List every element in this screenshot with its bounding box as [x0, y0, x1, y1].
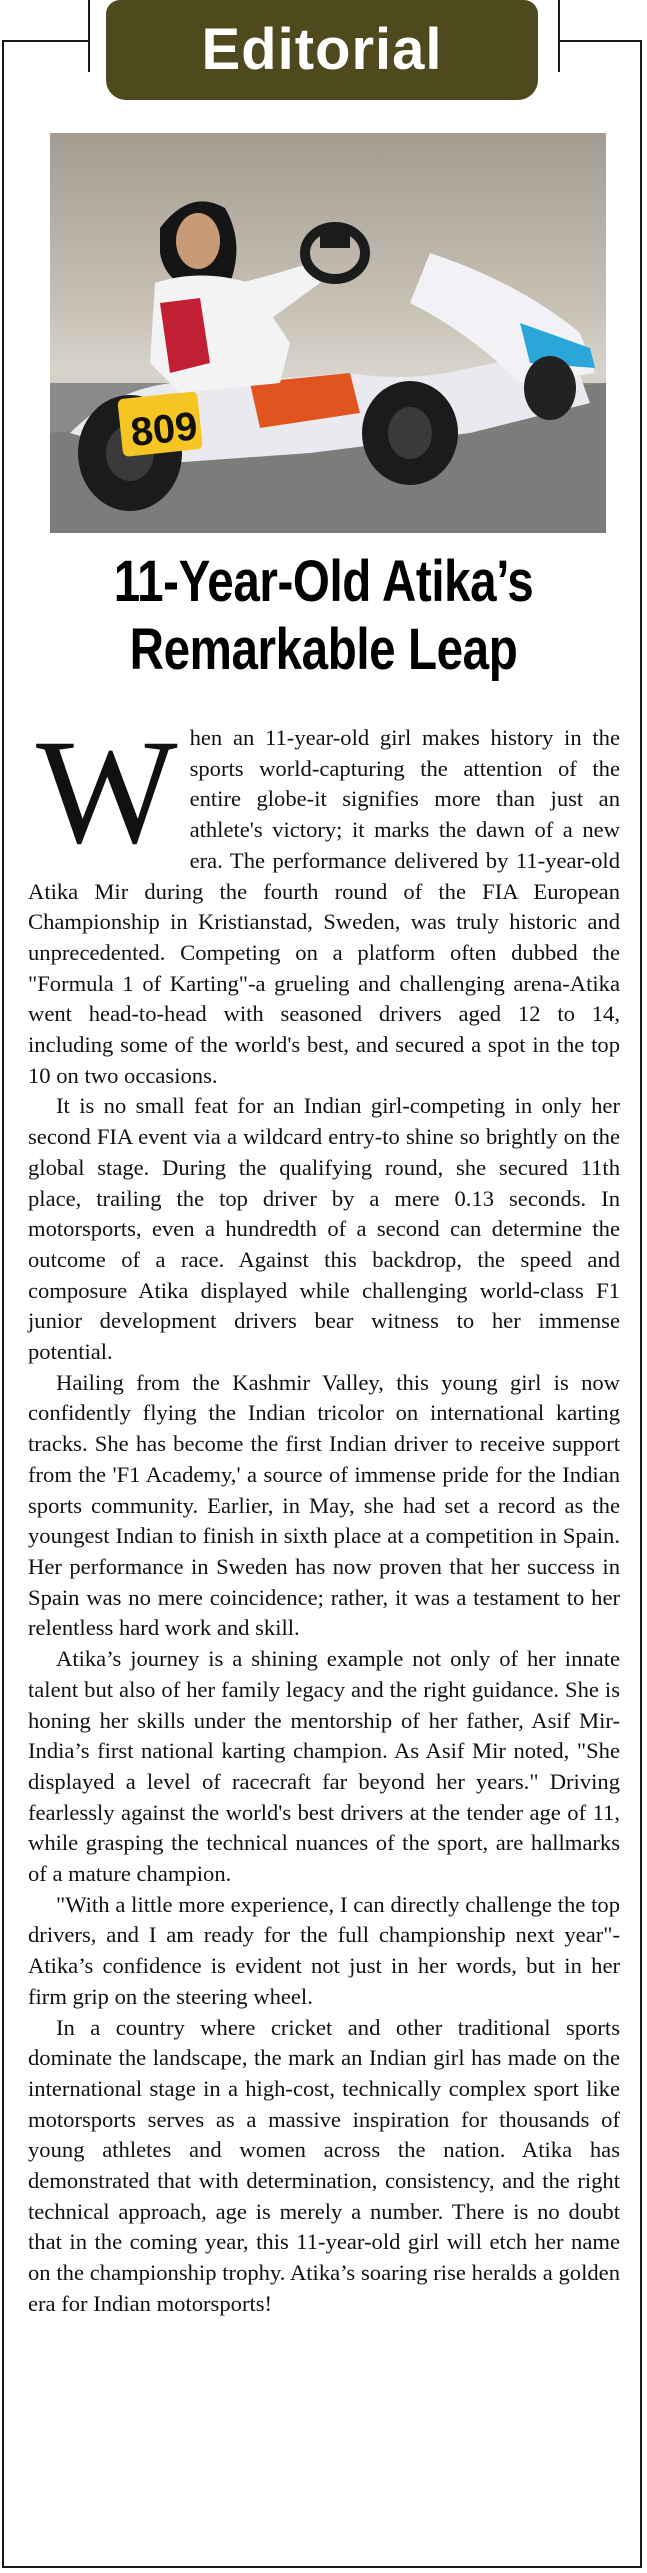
- paragraph-1-text: hen an 11-year-old girl makes history in the sports world-capturing the attention of the entire globe-it signifies more than just an athlete's victory; it marks the dawn of a new era. The performance delivered by 11-year-old Atika Mir during the fourth round of the FIA European Championship in Kristianstad, Sweden, was truly historic and unprecedented. Competing on a platform often dubbed the "Formula 1 of Karting"-a grueling and challenging arena-Atika went head-to-head with seasoned drivers aged 12 to 14, including some of the world's best, and secured a spot in the top 10 on two occasions.: [28, 725, 620, 1088]
- paragraph-4: Atika’s journey is a shining example not only of her innate talent but also of her family legacy and the right guidance. She is honing her skills under the mentorship of her father, Asif Mir-India’s first national karting champion. As Asif Mir noted, "She displayed a level of racecraft far beyond her years." Driving fearlessly against the world's best drivers at the tender age of 11, while grasping the technical nuances of the sport, are hallmarks of a mature champion.: [28, 1646, 620, 1887]
- headline-line-2: Remarkable Leap: [129, 617, 518, 682]
- article-headline: [83, 548, 564, 684]
- article-body: [28, 709, 620, 2320]
- section-label: Editorial: [201, 17, 443, 82]
- paragraph-3: Hailing from the Kashmir Valley, this young girl is now confidently flying the Indian tricolor on international karting tracks. She has become the first Indian driver to receive support from the 'F1 Academy,' a source of immense pride for the Indian sports community. Earlier, in May, she had set a record as the youngest Indian to finish in sixth place at a competition in Spain. Her performance in Sweden has now proven that her success in Spain was no mere coincidence; rather, it was a testament to her relentless hard work and skill.: [28, 1369, 620, 1641]
- paragraph-1: [28, 709, 620, 1091]
- paragraph-2: It is no small feat for an Indian girl-competing in only her second FIA event via a wildcard entry-to shine so brightly on the global stage. During the qualifying round, she secured 11th place, trailing the top driver by a mere 0.13 seconds. In motorsports, even a hundredth of a second can determine the outcome of a race. Against this backdrop, the speed and composure Atika displayed while challenging world-class F1 junior development drivers bear witness to her immense potential.: [28, 1093, 620, 1365]
- drop-cap: W: [36, 709, 178, 875]
- section-header-tab: [106, 0, 538, 100]
- karting-photo-illustration: [50, 133, 606, 533]
- paragraph-6: In a country where cricket and other traditional sports dominate the landscape, the mark an Indian girl has made on the international stage in a high-cost, technically complex sport like motorsports serves as a massive inspiration for thousands of young athletes and women across the nation. Atika has demonstrated that with determination, consistency, and the right technical approach, age is merely a number. There is no doubt that in the coming year, this 11-year-old girl will etch her name on the championship trophy. Atika’s soaring rise heralds a golden era for Indian motorsports!: [28, 2014, 620, 2316]
- headline-line-1: 11-Year-Old Atika’s: [113, 549, 534, 614]
- kart-number: 809: [128, 404, 200, 455]
- article-photo: [50, 133, 606, 533]
- paragraph-5: "With a little more experience, I can directly challenge the top drivers, and I am ready for the full championship next year"-Atika’s confidence is evident not just in her words, but in her firm grip on the steering wheel.: [28, 1891, 620, 2009]
